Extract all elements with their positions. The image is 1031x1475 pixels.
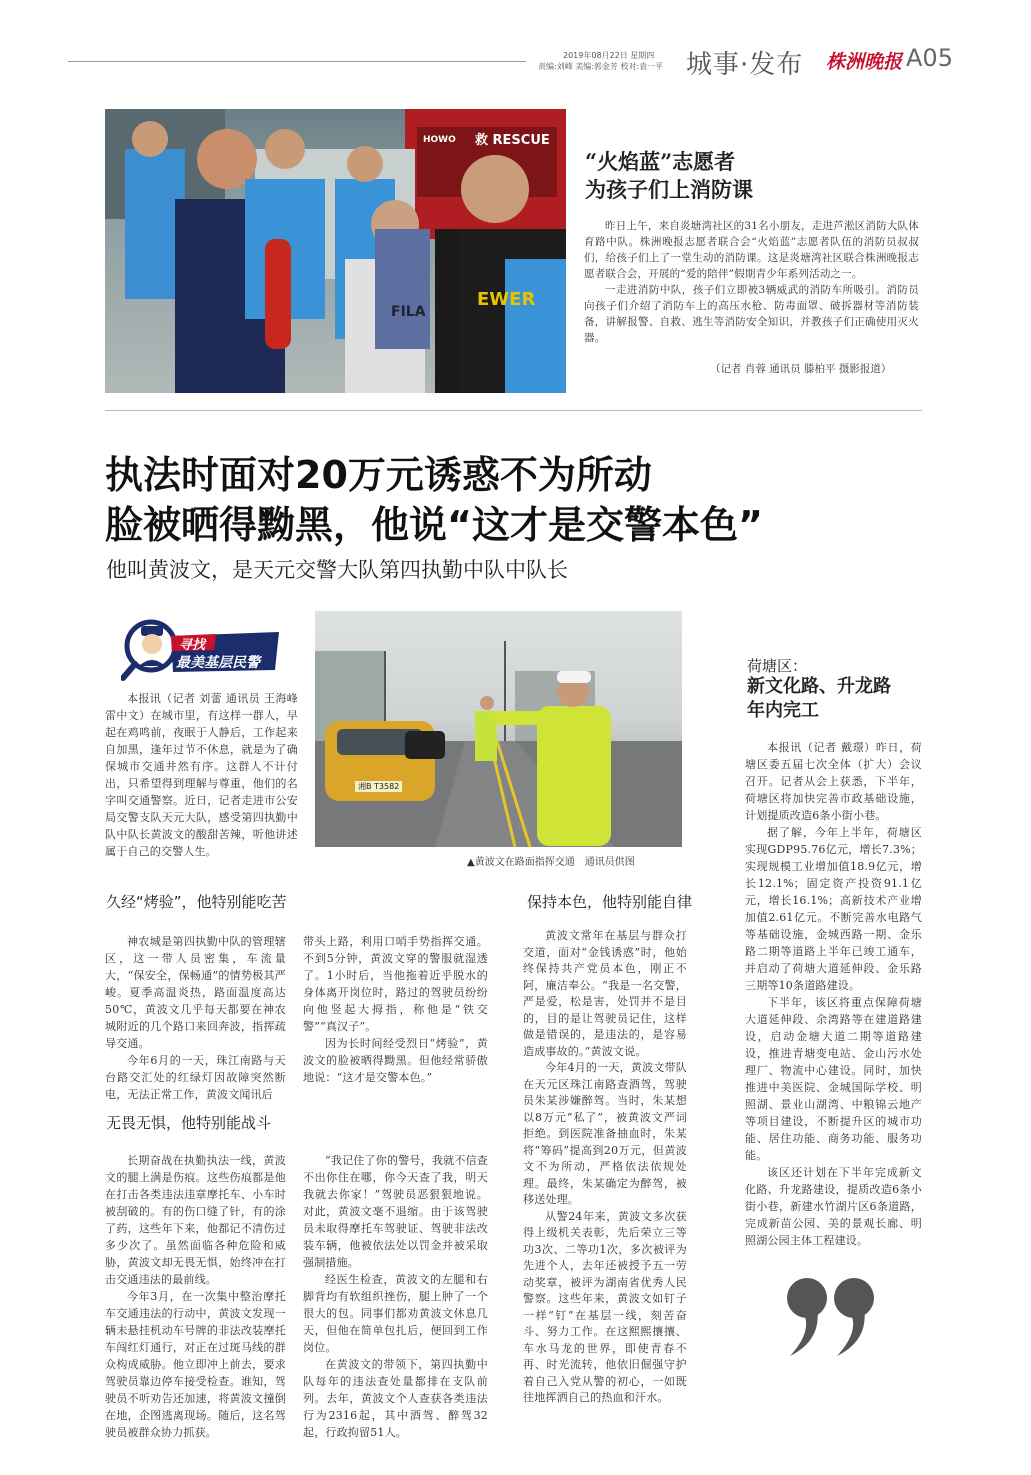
photo-sign-howo: HOWO — [423, 135, 456, 145]
side-story-body — [745, 739, 922, 1249]
section3-para2: 今年4月的一天，黄波文带队在天元区珠江南路查酒驾，驾驶员朱某涉嫌醉驾。当时，朱某想以8万元“私了”，被黄波文严词拒绝。到医院准备抽血时，朱某将“筹码”提高到20万元，但黄波文不为所动，严格依法依规处理。最终，朱某确定为醉驾，被移送处理。 — [523, 1061, 687, 1206]
side-story-title-line1: 新文化路、升龙路 — [747, 676, 891, 697]
logo-text-police: 最美基层民警 — [176, 655, 260, 671]
section2-col1 — [105, 1152, 286, 1441]
page-number: A05 — [906, 44, 953, 72]
firefighter-photo — [105, 109, 566, 393]
section1-col1 — [105, 933, 286, 1103]
side-story-para4: 该区还计划在下半年完成新文化路、升龙路建设，提质改造6条小街小巷，新建水竹湖片区6条道路，完成新苗公园、美的景观长廊、明照湖公园主体工程建设。 — [745, 1166, 922, 1247]
side-story-para3: 下半年，该区将重点保障荷塘大道延伸段、余湾路等在建道路建设，启动金塘大道二期等道路建设，推进青塘变电站、金山污水处理厂、物流中心建设。同时，加快推进中美医院、金城国际学校、明照湖、景业山湖湾、中粮锦云地产等项目建设，不断提升区的城市功能、居住功能、商务功能、服务功能。 — [745, 996, 922, 1162]
main-lead-para: 本报讯（记者 刘蕾 通讯员 王海峰 雷中文）在城市里，有这样一群人，早起在鸡鸣前，夜眠于人静后，工作起来自加黑，逢年过节不休息，就是为了确保城市交通井然有序。这群人不计付出，只希望得到理解与尊重，他们的名字叫交通警察。近日，记者走进市公安局交警支队天元大队，感受第四执勤中队中队长黄波文的酸甜苦辣，听他讲述属于自己的交警人生。 — [105, 692, 298, 858]
side-story-title — [747, 675, 891, 723]
main-lead — [105, 690, 298, 860]
section2-col2-para3: 在黄波文的带领下，第四执勤中队每年的违法查处量都排在支队前列。去年，黄波文个人查获各类违法行为2316起，其中酒驾、醉驾32起，行政拘留51人。 — [303, 1358, 488, 1439]
side-story-para2: 据了解，今年上半年，荷塘区实现GDP95.76亿元，增长7.3%；实现规模工业增加值18.9亿元，增长12.1%；固定资产投资91.1亿元，增长16.1%；高新技术产业增加值2.61亿元。不断完善水电路气等基础设施，金城西路一期、金乐路二期等道路上半年已竣工通车，并启动了荷塘大道延伸段、金乐路三期等10条道路建设。 — [745, 826, 922, 992]
section1-col1-para1: 神农城是第四执勤中队的管理辖区，这一带人员密集，车流量大，“保安全，保畅通”的情势极其严峻。夏季高温炎热，路面温度高达50℃，黄波文几乎每天都要在神农城附近的几个路口来回奔波，指挥疏导交通。 — [105, 935, 286, 1050]
section1-col1-para2: 今年6月的一天，珠江南路与天台路交汇处的红绿灯因故障突然断电，无法正常工作，黄波文闻讯后 — [105, 1054, 286, 1101]
section3-body — [523, 928, 687, 1407]
quote-mark-icon — [782, 1270, 882, 1360]
top-story-title-line2: 为孩子们上消防课 — [585, 177, 753, 202]
main-headline-line1: 执法时面对20万元诱惑不为所动 — [105, 453, 652, 497]
firefighter-photo-art — [105, 109, 566, 393]
header-date: 2019年08月22日 星期四 — [563, 51, 655, 60]
section-title-discipline: 保持本色，他特别能自律 — [527, 893, 693, 911]
section1-col2 — [303, 933, 488, 1086]
traffic-photo-art — [315, 611, 682, 847]
section1-col2-para1: 带头上路，利用口哨手势指挥交通。不到5分钟，黄波文穿的警服就湿透了。1小时后，当他拖着近乎脱水的身体离开岗位时，路过的驾驶员纷纷向他竖起大拇指，称他是“铁交警”“真汉子”。 — [303, 935, 488, 1033]
photo-sign-fila: FILA — [391, 304, 426, 320]
section3-para1: 黄波文常年在基层与群众打交道，面对“金钱诱惑”时，他始终保持共产党员本色，刚正不阿，廉洁奉公。“我是一名交警，严是爱，松是害，处罚并不是目的，目的是让驾驶员记住，这样做是错误的，是违法的，是容易造成事故的。”黄波文说。 — [523, 929, 687, 1058]
side-story-district: 荷塘区： — [747, 657, 808, 675]
brand-logo: 株洲晚报 — [826, 51, 903, 73]
side-story-para1: 本报讯（记者 戴璟）昨日，荷塘区委五届七次全体（扩大）会议召开。记者从会上获悉，下半年，荷塘区将加快完善市政基础设施，计划提质改造6条小街小巷。 — [745, 741, 922, 822]
header-section: 城事·发布 — [686, 50, 804, 80]
top-story-para2: 一走进消防中队，孩子们立即被3辆威武的消防车所吸引。消防员向孩子们介绍了消防车上的高压水枪、防毒面罩、破拆器材等消防装备，讲解报警、自救、逃生等消防安全知识，并教孩子们正确使用灭火器。 — [584, 284, 919, 344]
section2-col2 — [303, 1152, 488, 1441]
side-story-title-line2: 年内完工 — [747, 700, 819, 721]
main-headline-line2: 脸被晒得黝黑，他说“这才是交警本色” — [105, 503, 763, 547]
photo-sign-ewer: EWER — [477, 289, 536, 310]
traffic-photo — [315, 611, 682, 847]
photo-sign-rescue: 救 RESCUE — [475, 133, 550, 148]
story-divider — [105, 410, 922, 411]
section2-col1-para1: 长期奋战在执勤执法一线，黄波文的腿上满是伤痕。这些伤痕都是他在打击各类违法违章摩托车、小车时被刮破的。有的伤口缝了针，有的涂了药，这些年下来，他都记不清伤过多少次了。虽然面临各种危险和威胁，黄波文却无畏无惧，始终冲在打击交通违法的最前线。 — [105, 1154, 286, 1286]
taxi-plate: 湘B T3582 — [355, 781, 402, 792]
section2-col2-para2: 经医生检查，黄波文的左腿和右脚背均有软组织挫伤，腿上肿了一个很大的包。同事们都劝黄波文休息几天，但他在简单包扎后，便回到工作岗位。 — [303, 1273, 488, 1354]
top-story-title — [585, 148, 753, 204]
section1-col2-para2: 因为长时间经受烈日“烤验”，黄波文的脸被晒得黝黑。但他经常骄傲地说：“这才是交警本色。” — [303, 1037, 488, 1084]
traffic-photo-caption: ▲黄波文在路面指挥交通 通讯员供图 — [467, 857, 635, 868]
top-story-credit: （记者 肖蓉 通讯员 滕柏平 摄影报道） — [710, 363, 892, 375]
top-story-title-line1: “火焰蓝”志愿者 — [585, 149, 736, 174]
section2-col1-para2: 今年3月，在一次集中整治摩托车交通违法的行动中，黄波文发现一辆未悬挂机动车号牌的非法改装摩托车闯红灯通行，对正在过斑马线的群众构成威胁。他立即冲上前去，要求驾驶员靠边停车接受检查。谁知，驾驶员不听劝告还加速，将黄波文撞倒在地，企图逃离现场。随后，这名驾驶员被群众协力抓获。 — [105, 1290, 286, 1439]
main-headline — [105, 450, 763, 550]
top-story-body — [584, 218, 919, 346]
campaign-logo — [121, 614, 281, 682]
section3-para3: 从警24年来，黄波文多次获得上级机关表彰，先后荣立三等功3次、二等功1次，多次被评为先进个人，去年还被授予五一劳动奖章，被评为湖南省优秀人民警察。这些年来，黄波文如钉子一样“钉”在基层一线，刻苦奋斗、努力工作。在这熙熙攘攘、车水马龙的世界，即使青春不再、时光流转，他依旧倔强守护着自己入党从警的初心，一如既往地挥洒自己的热血和汗水。 — [523, 1209, 687, 1404]
top-story-para1: 昨日上午，来自炎塘湾社区的31名小朋友，走进芦淞区消防大队体育路中队。株洲晚报志愿者联合会“火焰蓝”志愿者队伍的消防员叔叔们，给孩子们上了一堂生动的消防课。这是炎塘湾社区联合株洲晚报志愿者联合会，开展的“爱的陪伴”假期青少年系列活动之一。 — [584, 220, 919, 280]
main-subheadline: 他叫黄波文，是天元交警大队第四执勤中队中队长 — [106, 558, 568, 582]
logo-text-find: 寻找 — [179, 638, 206, 653]
header-rule — [68, 61, 526, 62]
section2-col2-para1: “我记住了你的警号，我就不信查不出你住在哪，你今天查了我，明天我就去你家！”驾驶员恶狠狠地说。对此，黄波文毫不退缩。由于该驾驶员未取得摩托车驾驶证、驾驶非法改装车辆，他被依法处以罚金并被采取强制措施。 — [303, 1154, 488, 1269]
section-title-fearless: 无畏无惧，他特别能战斗 — [106, 1114, 272, 1132]
section-title-endure: 久经“烤验”，他特别能吃苦 — [106, 893, 287, 911]
quote-mark-icon-svg — [782, 1270, 882, 1360]
header-staff: 责编:刘峰 美编:郭金芳 校对:袁一平 — [538, 62, 664, 71]
